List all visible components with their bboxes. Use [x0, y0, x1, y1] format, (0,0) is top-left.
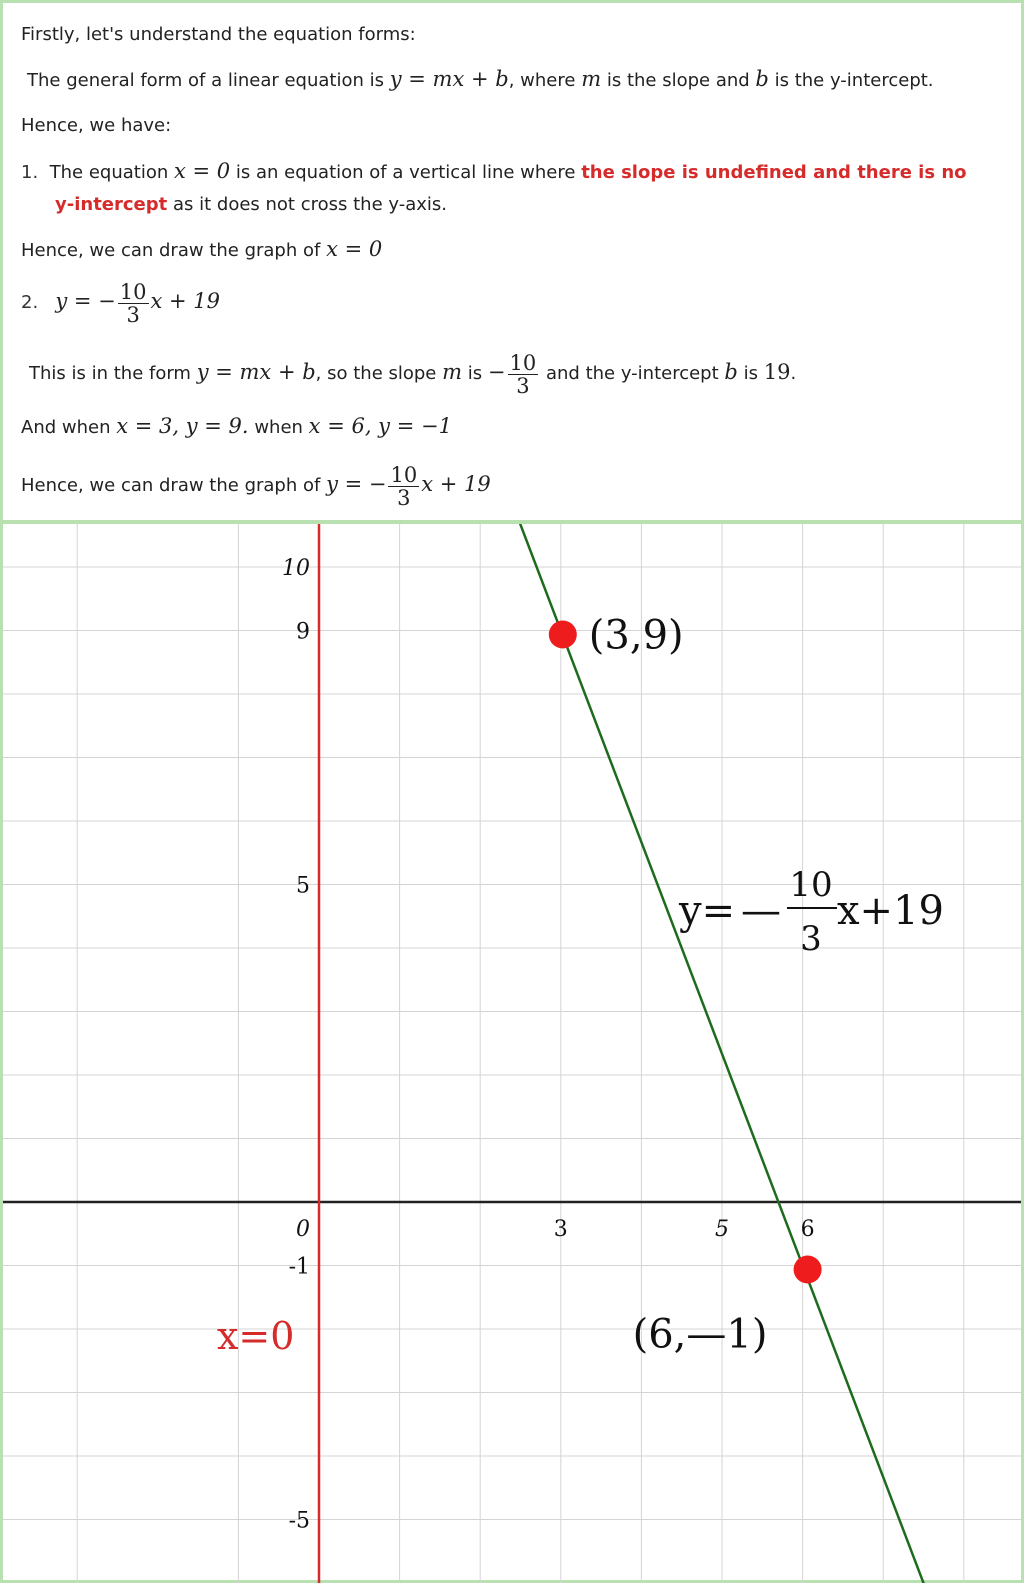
y-tick-label: 0 [296, 1217, 310, 1242]
hence-draw2-den: 3 [397, 485, 411, 510]
data-point [794, 1256, 822, 1284]
general-form-mid1: , where [508, 70, 576, 91]
item1-equation: x = 0 [174, 159, 231, 183]
form-line [29, 349, 796, 397]
hence-draw2-prefix: Hence, we can draw the graph of [21, 475, 321, 496]
general-form-line [27, 67, 934, 93]
form-mid1: , so the slope [315, 363, 437, 384]
intro-text: Firstly, let's understand the equation forms: [21, 24, 416, 45]
graph-panel [3, 524, 1021, 1583]
item1-line1 [21, 159, 967, 185]
point-label: (3,9) [588, 612, 684, 659]
vertical-line-label: x=0 [217, 1314, 295, 1358]
item2-fraction [118, 281, 149, 326]
item1-number: 1. [21, 162, 39, 183]
item2-line [21, 278, 220, 326]
explanation-panel [3, 3, 1021, 520]
hence-draw2-rhs: x + 19 [421, 472, 491, 496]
item1-line2 [55, 193, 447, 217]
item2-lhs: y = − [55, 289, 116, 313]
hence-draw2-num: 10 [390, 462, 418, 487]
item1-prefix: The equation [49, 162, 169, 183]
tick-labels [282, 556, 815, 1534]
and-when-prefix: And when [21, 417, 111, 438]
form-end: . [790, 363, 797, 384]
and-when-eq1: x = 3, y = 9. [116, 414, 249, 438]
hence-have-text: Hence, we have: [21, 115, 172, 136]
x-tick-label: 5 [715, 1217, 729, 1242]
item2-number: 2. [21, 292, 39, 313]
hence-draw2-lhs: y = − [326, 472, 387, 496]
item2-den: 3 [126, 302, 140, 327]
item1-text: is an equation of a vertical line where [235, 162, 576, 183]
y-tick-label: -5 [288, 1508, 310, 1534]
line-label-denominator: 3 [800, 919, 822, 959]
var-m: m [581, 67, 602, 91]
line-label-numerator: 10 [789, 865, 833, 905]
slope-sign: − [487, 360, 506, 384]
y-tick-label: 5 [296, 873, 310, 899]
item2-num: 10 [119, 279, 147, 304]
form-mid4: is [743, 363, 758, 384]
general-form-suffix: is the y-intercept. [774, 70, 934, 91]
form-mid3: and the y-intercept [545, 363, 719, 384]
sloped-line [486, 524, 1021, 1583]
plot-labels [217, 613, 944, 1359]
hence-draw1-equation: x = 0 [326, 237, 383, 261]
item1-highlight-b: y-intercept [55, 194, 168, 215]
item1-highlight-a: the slope is undefined and there is no [581, 162, 967, 183]
grid [3, 524, 1021, 1583]
x-tick-label: 3 [553, 1217, 568, 1242]
y-tick-label: -1 [288, 1254, 310, 1280]
form-var-b: b [724, 360, 738, 384]
hence-draw1-prefix: Hence, we can draw the graph of [21, 240, 321, 261]
hence-draw2-fraction [388, 464, 419, 509]
slope-den: 3 [516, 373, 530, 398]
x-tick-label: 6 [800, 1217, 815, 1242]
general-form-equation: y = mx + b [389, 67, 509, 91]
hence-draw1-line [21, 237, 382, 263]
and-when-line [21, 414, 452, 440]
data-point [549, 621, 577, 649]
form-mid2: is [467, 363, 483, 384]
form-intercept: 19 [763, 360, 791, 384]
y-tick-label: 9 [296, 619, 310, 645]
slope-fraction [508, 352, 539, 397]
line-label-lhs: y= [679, 888, 736, 934]
point-label: (6,—1) [632, 1311, 768, 1358]
and-when-mid: when [254, 417, 303, 438]
general-form-mid2: is the slope and [606, 70, 750, 91]
line-label-minus: — [741, 888, 781, 934]
general-form-prefix: The general form of a linear equation is [27, 70, 385, 91]
form-var-m: m [442, 360, 463, 384]
form-prefix: This is in the form [29, 363, 191, 384]
plot-lines [319, 524, 1021, 1583]
hence-draw2-line [21, 461, 491, 509]
var-b: b [755, 67, 769, 91]
form-equation: y = mx + b [196, 360, 316, 384]
slope-num: 10 [509, 350, 537, 375]
item1-suffix: as it does not cross the y-axis. [172, 194, 447, 215]
graph-svg [3, 524, 1021, 1583]
and-when-eq2: x = 6, y = −1 [308, 414, 452, 438]
y-tick-label: 10 [282, 556, 310, 581]
line-label-rhs: x+19 [837, 888, 944, 934]
item2-rhs: x + 19 [150, 289, 221, 313]
data-points [549, 621, 822, 1284]
